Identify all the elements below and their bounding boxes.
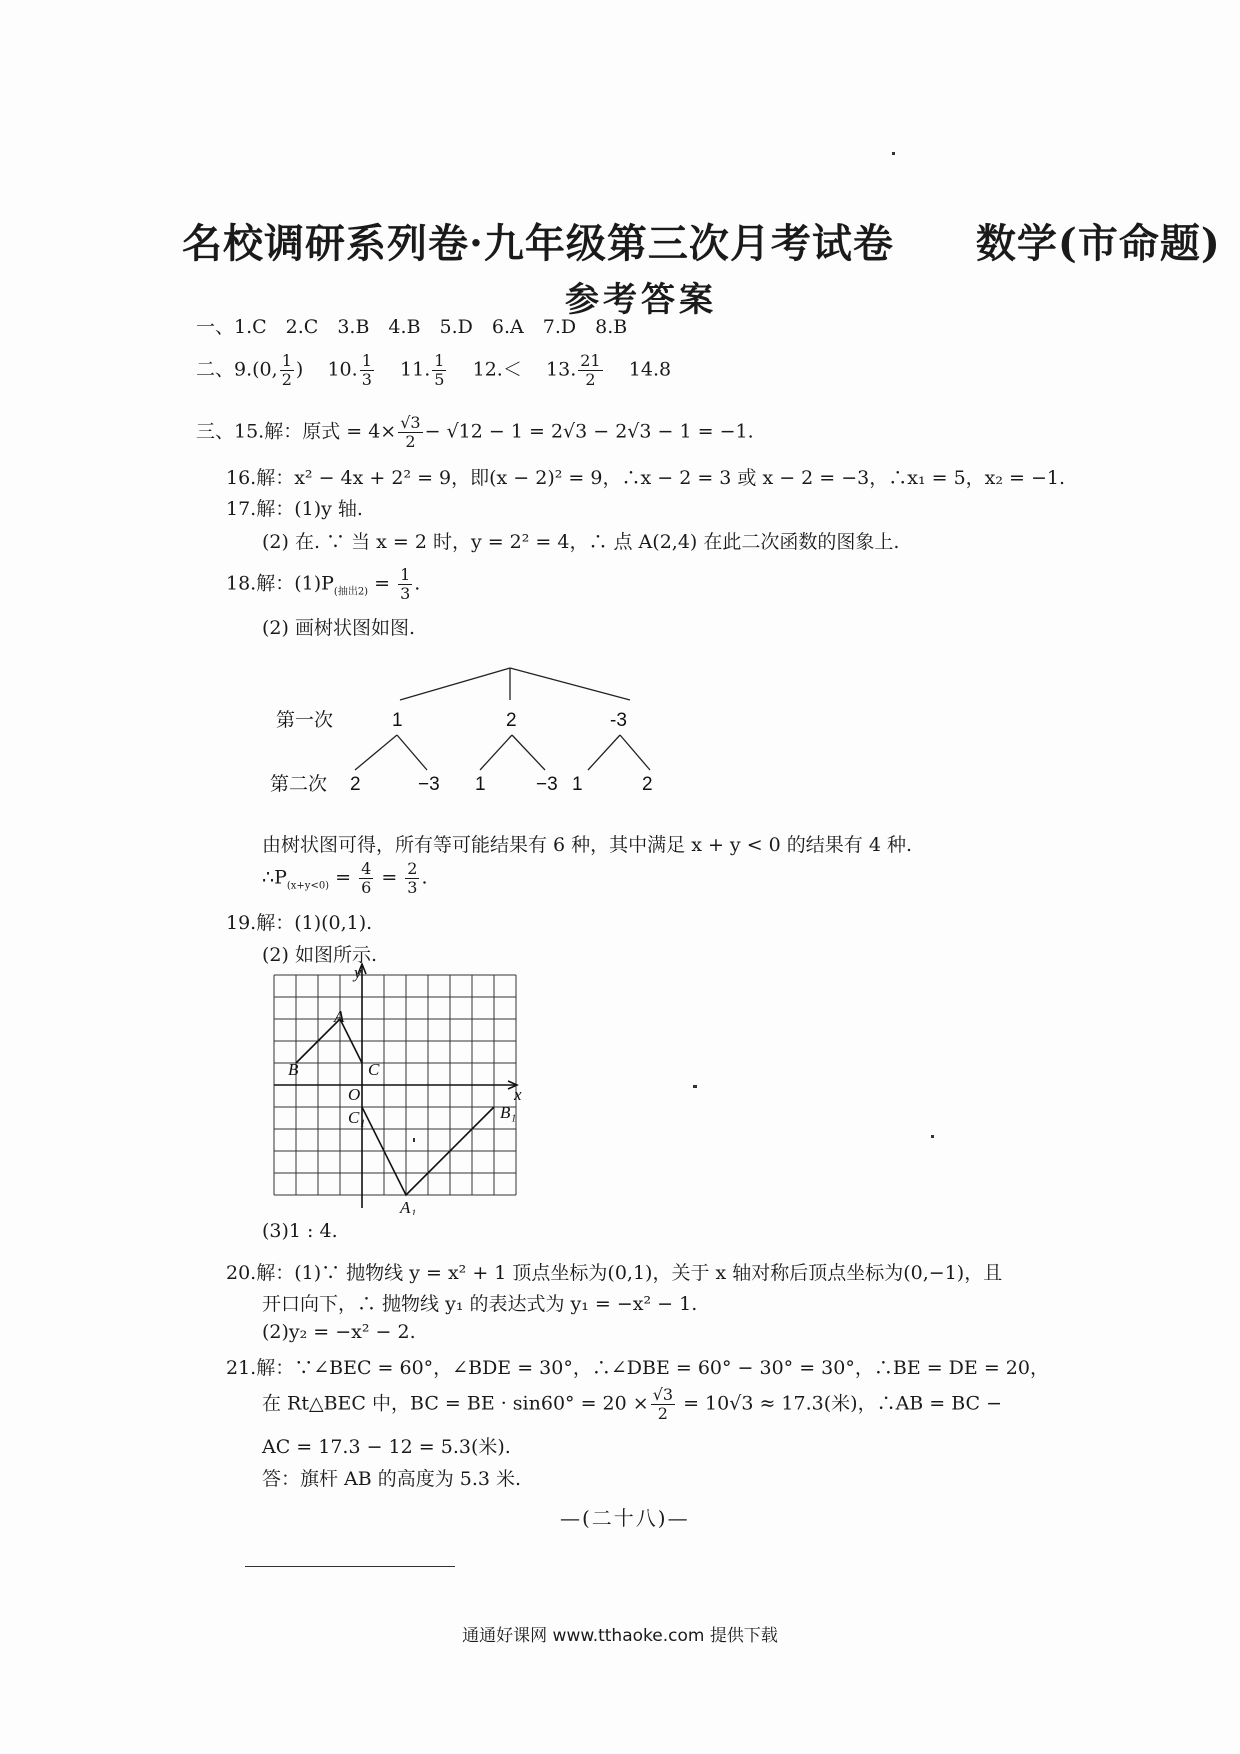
- q20-line-1: 20.解：(1)∵ 抛物线 y = x² + 1 顶点坐标为(0,1)，关于 x 轴对称后顶点坐标为(0,−1)，且: [226, 1262, 1003, 1284]
- q13-fraction: [578, 352, 602, 389]
- q21-l2-text-a: 在 Rt△BEC 中，BC = BE · sin60° = 20 ×: [262, 1392, 649, 1415]
- q18-l1-period: .: [414, 572, 421, 595]
- tree-node: −3: [536, 774, 558, 795]
- q13-numerator: 21: [580, 351, 601, 370]
- q10-numerator: 1: [361, 351, 372, 370]
- q18-l1-text: 18.解：(1)P: [226, 572, 334, 595]
- origin-label: O: [348, 1085, 361, 1104]
- q10-text: 10.: [327, 358, 358, 381]
- q21-denominator: 2: [657, 1404, 668, 1423]
- scan-speck: [693, 1085, 697, 1088]
- q18-l1-denominator: 3: [400, 584, 411, 603]
- q19-line-2: (2) 如图所示.: [262, 944, 377, 966]
- section-1-answers: [196, 312, 627, 339]
- q21-line-2: [262, 1386, 1002, 1423]
- q9-close: ): [295, 358, 304, 381]
- point-label-A1: A₁: [400, 1198, 417, 1215]
- tree-branch: [620, 735, 650, 770]
- q13-text: 13.: [546, 358, 577, 381]
- q9-denominator: 2: [281, 370, 292, 389]
- tree-branch: [588, 735, 620, 770]
- q16-line: 16.解：x² − 4x + 2² = 9，即(x − 2)² = 9，∴x − 2 = 3 或 x − 2 = −3，∴x₁ = 5，x₂ = −1.: [226, 467, 1066, 489]
- point-label-A: A: [334, 1007, 345, 1026]
- q18-l4-fraction-1: [359, 860, 373, 897]
- q20-line-2: 开口向下，∴ 抛物线 y₁ 的表达式为 y₁ = −x² − 1.: [262, 1293, 698, 1315]
- q18-l4-eq: =: [329, 866, 358, 889]
- q21-l2-text-b: = 10√3 ≈ 17.3(米)，∴AB = BC −: [677, 1392, 1003, 1415]
- tree-row-1-label: 第一次: [276, 710, 334, 731]
- q15-numerator: √3: [400, 413, 421, 432]
- tree-branch: [400, 668, 510, 700]
- point-label-C1: C₁: [348, 1108, 366, 1127]
- x-axis-label: x: [514, 1085, 522, 1104]
- q15-denominator: 2: [405, 432, 416, 451]
- q15-fraction: [398, 414, 422, 451]
- q11-denominator: 5: [434, 370, 445, 389]
- tree-node: 2: [642, 774, 653, 795]
- q15-text-a: 三、15.解：原式 = 4×: [196, 420, 397, 443]
- document-subtitle: 参考答案: [565, 280, 717, 320]
- tree-node: 2: [506, 710, 517, 731]
- q19-line-3: (3)1 : 4.: [262, 1220, 338, 1242]
- section-2-answers: [196, 352, 671, 389]
- tree-node: 1: [572, 774, 583, 795]
- q17-line-1: 17.解：(1)y 轴.: [226, 498, 363, 520]
- q18-l1-eq: =: [368, 572, 397, 595]
- q9-fraction: [280, 352, 294, 389]
- q18-l4-denominator-1: 6: [361, 878, 372, 897]
- q15-text-b: − √12 − 1 = 2√3 − 2√3 − 1 = −1.: [424, 420, 754, 443]
- tree-node: 2: [350, 774, 361, 795]
- y-axis-label: y: [354, 963, 362, 982]
- q18-l4-text: ∴P: [262, 866, 287, 889]
- section-2-label: 二、: [196, 358, 235, 381]
- q21-line-3: AC = 17.3 − 12 = 5.3(米).: [262, 1436, 511, 1458]
- q21-numerator: √3: [652, 1385, 674, 1404]
- q18-l4-denominator-2: 3: [407, 878, 418, 897]
- footer-text: 通通好课网 www.tthaoke.com 提供下载: [462, 1626, 778, 1646]
- point-label-B1: B₁: [500, 1103, 517, 1122]
- q18-l4-fraction-2: [405, 860, 419, 897]
- q21-fraction: [651, 1386, 675, 1423]
- q18-line-4: [262, 860, 428, 897]
- q17-line-2: (2) 在. ∵ 当 x = 2 时，y = 2² = 4，∴ 点 A(2,4) 在此二次函数的图象上.: [262, 531, 900, 553]
- tree-branch: [512, 735, 545, 770]
- q11-text: 11.: [400, 358, 431, 381]
- q11-fraction: [432, 352, 446, 389]
- scan-speck: [413, 1138, 415, 1142]
- q18-line-3: 由树状图可得，所有等可能结果有 6 种，其中满足 x + y < 0 的结果有 4 种.: [262, 834, 912, 856]
- q18-line-2: (2) 画树状图如图.: [262, 617, 415, 639]
- q18-l4-sub: (x+y<0): [286, 880, 330, 892]
- tree-branch: [355, 735, 397, 770]
- q10-denominator: 3: [361, 370, 372, 389]
- q18-l1-numerator: 1: [400, 565, 411, 584]
- tree-branch: [510, 668, 630, 700]
- tree-branch: [480, 735, 512, 770]
- q20-line-3: (2)y₂ = −x² − 2.: [262, 1321, 416, 1343]
- page-number: —(二十八)—: [560, 1506, 690, 1530]
- q18-line-1: [226, 566, 420, 603]
- q11-numerator: 1: [434, 351, 445, 370]
- point-label-C: C: [368, 1060, 380, 1079]
- tree-diagram: [270, 660, 690, 800]
- q21-line-1: 21.解：∵∠BEC = 60°，∠BDE = 30°，∴∠DBE = 60° − 30° = 30°，∴BE = DE = 20，: [226, 1357, 1049, 1379]
- tree-row-2-label: 第二次: [270, 774, 328, 795]
- tree-node: −3: [418, 774, 440, 795]
- tree-node: -3: [610, 710, 627, 731]
- q18-l4-numerator-1: 4: [361, 859, 372, 878]
- section-1-label: 一、: [196, 316, 235, 338]
- q18-l1-fraction: [398, 566, 412, 603]
- q10-fraction: [360, 352, 374, 389]
- q14-text: 14.8: [628, 358, 672, 381]
- tree-node: 1: [475, 774, 486, 795]
- q18-l4-numerator-2: 2: [407, 859, 418, 878]
- footnote-rule: [245, 1566, 455, 1567]
- q19-line-1: 19.解：(1)(0,1).: [226, 912, 373, 934]
- q9-text: 9.(0,: [234, 358, 278, 381]
- coordinate-grid-diagram: [268, 960, 528, 1215]
- scan-speck: [931, 1135, 934, 1138]
- q18-l4-eq-2: =: [375, 866, 404, 889]
- section-1-text: 1.C 2.C 3.B 4.B 5.D 6.A 7.D 8.B: [234, 316, 628, 338]
- q18-l4-period: .: [421, 866, 428, 889]
- q9-numerator: 1: [281, 351, 292, 370]
- tree-branch: [397, 735, 427, 770]
- q13-denominator: 2: [585, 370, 596, 389]
- q15-line: [196, 414, 754, 451]
- scan-speck: [892, 152, 895, 155]
- point-label-B: B: [288, 1060, 299, 1079]
- q18-l1-sub: (抽出2): [333, 586, 369, 598]
- q12-text: 12.＜: [472, 358, 522, 381]
- tree-node: 1: [392, 710, 403, 731]
- q21-line-4: 答：旗杆 AB 的高度为 5.3 米.: [262, 1468, 522, 1490]
- document-title: 名校调研系列卷·九年级第三次月考试卷 数学(市命题): [182, 220, 1221, 267]
